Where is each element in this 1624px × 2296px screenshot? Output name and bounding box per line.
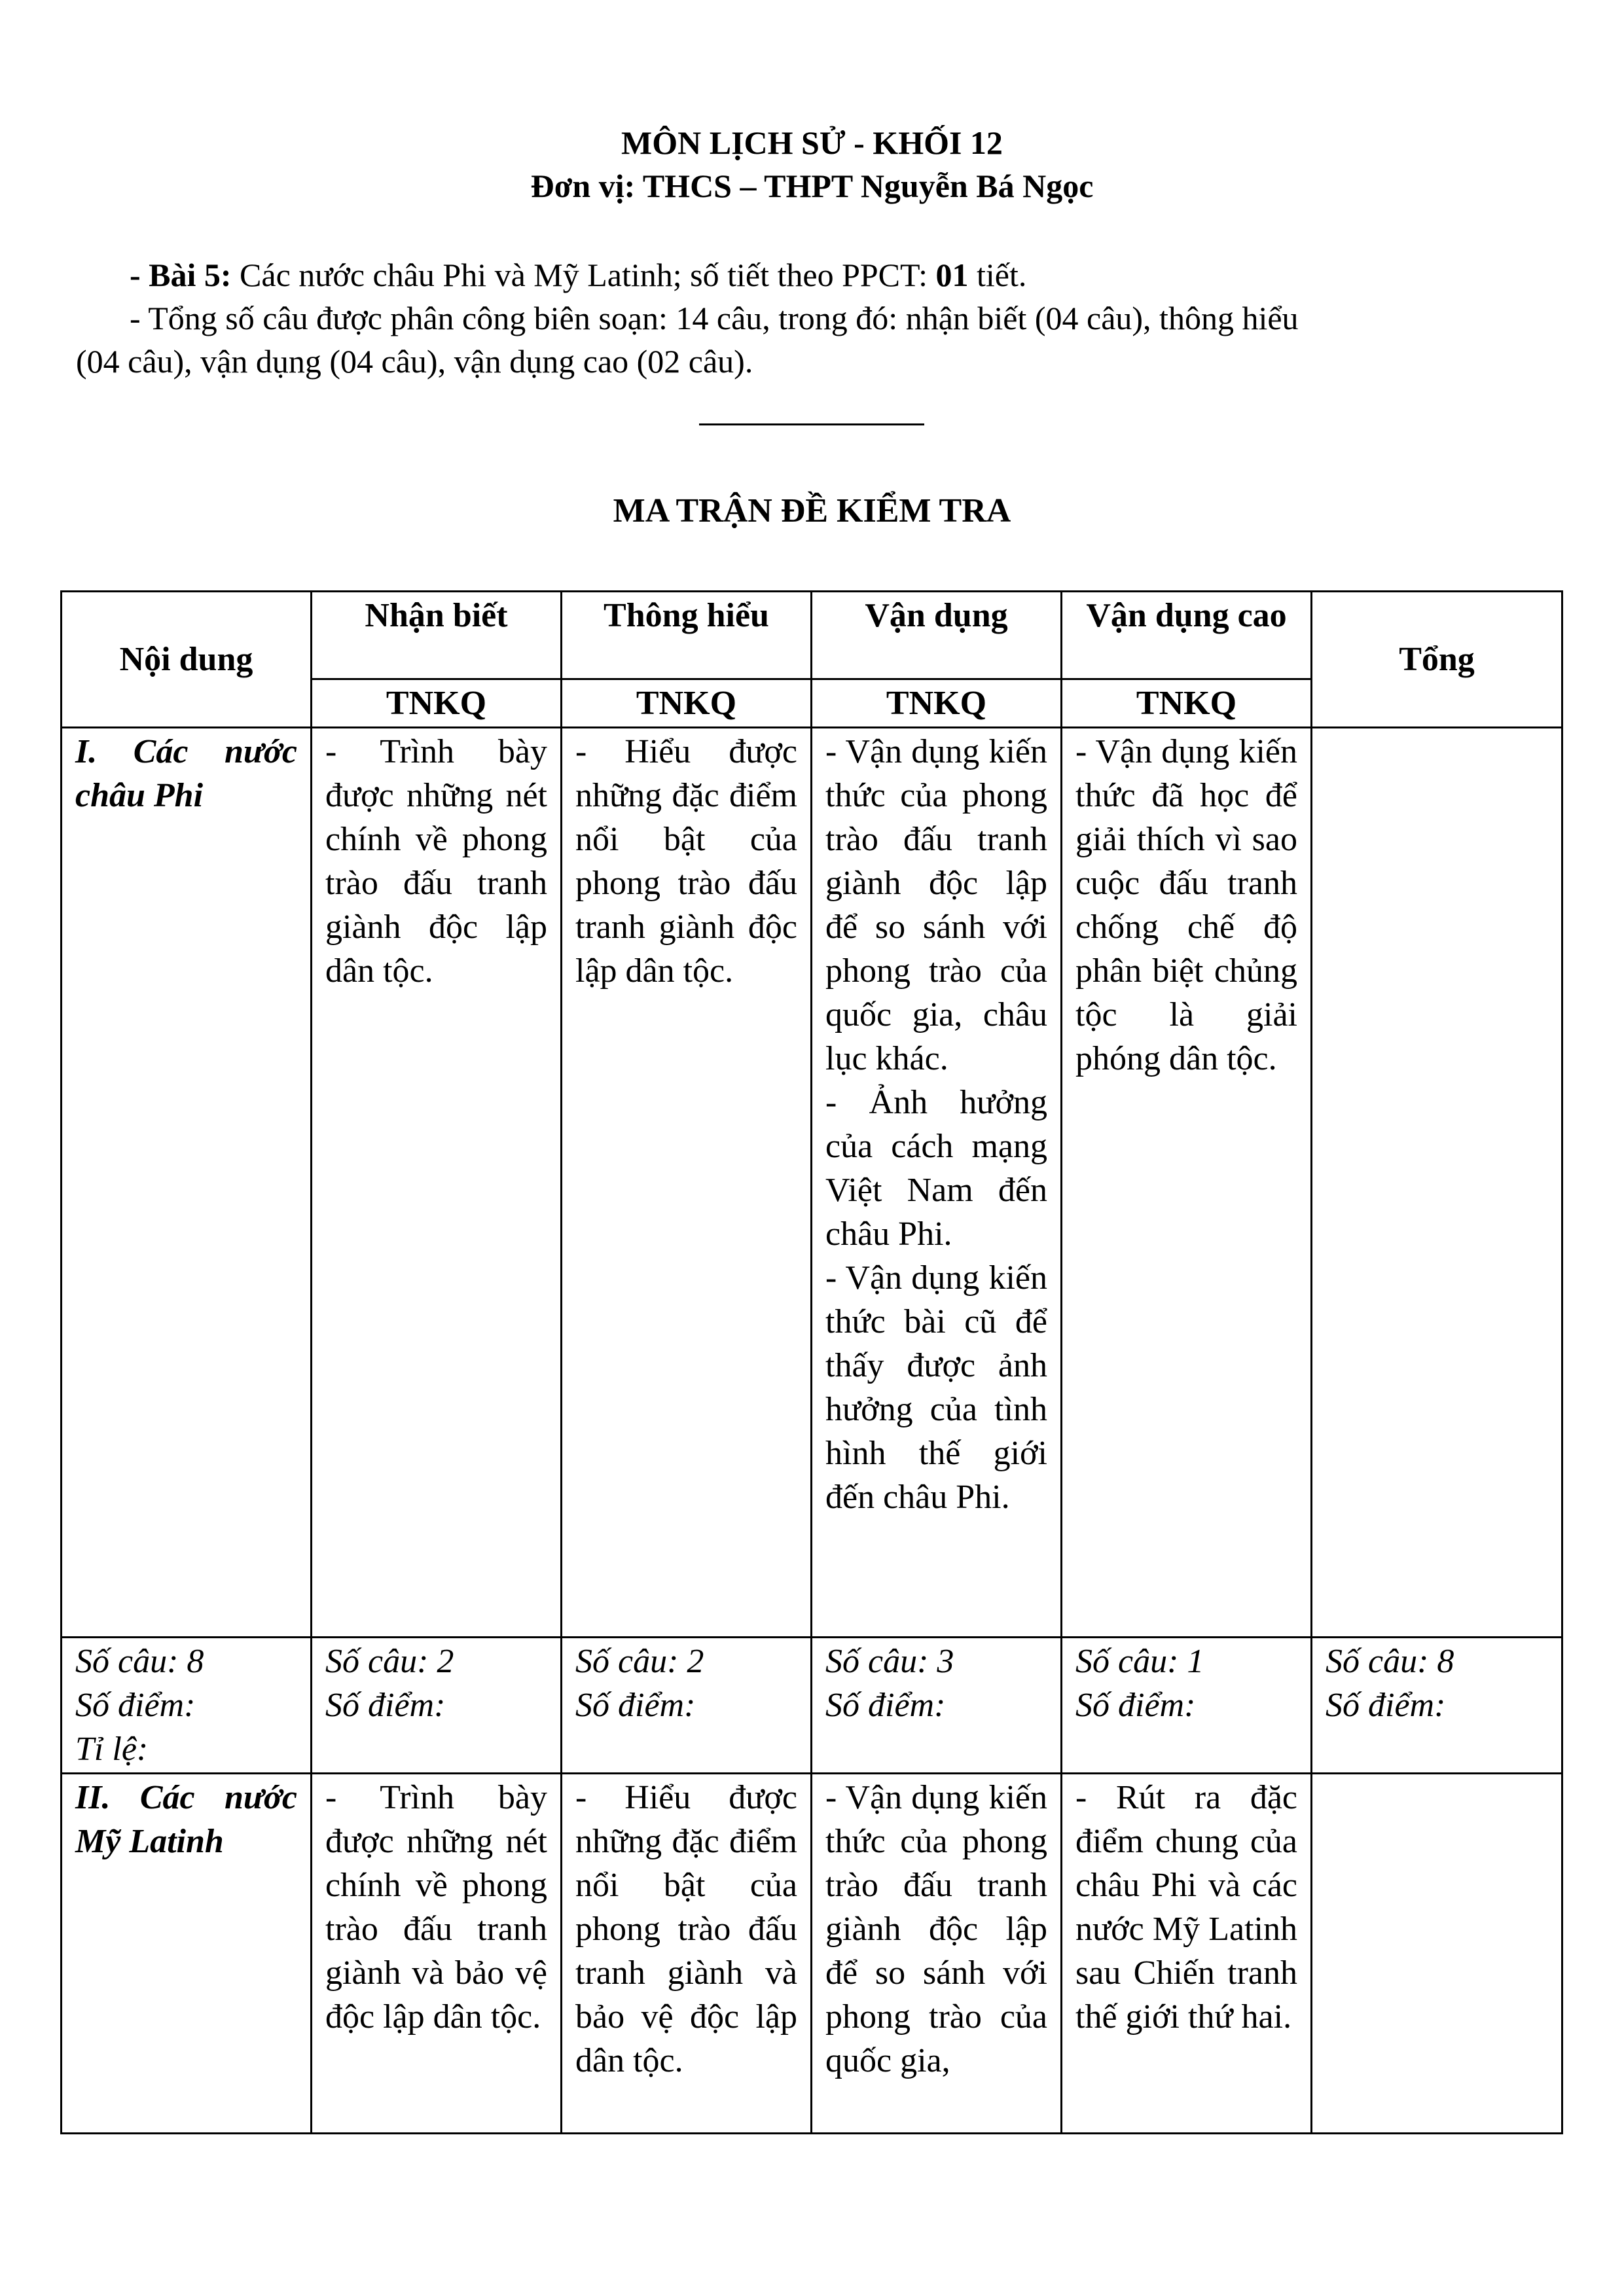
header-understanding: Thông hiểu — [562, 592, 812, 679]
application-item-1: - Vận dụng kiến thức của phong trào đấu tranh giành độc lập để so sánh với phong trào của quốc gia, châu lục khác. — [825, 733, 1047, 1077]
summary-score: Số điểm: — [75, 1687, 196, 1724]
summary-score: Số điểm: — [1326, 1687, 1446, 1724]
header-advanced: Vận dụng cao — [1062, 592, 1312, 679]
summary-score: Số điểm: — [1075, 1687, 1196, 1724]
summary-application-cell — [812, 1638, 1062, 1774]
summary-score: Số điểm: — [825, 1687, 946, 1724]
test-matrix-table — [60, 590, 1563, 2134]
separator-rule — [699, 423, 924, 425]
matrix-title: MA TRẬN ĐỀ KIỂM TRA — [613, 492, 1011, 529]
advanced-cell: - Rút ra đặc điểm chung của châu Phi và các nước Mỹ Latinh sau Chiến tranh thế giới thứ hai. — [1062, 1774, 1312, 2134]
topic-cell: I. Các nước châu Phi — [62, 728, 312, 1638]
questions-line-1: - Tổng số câu được phân công biên soạn: 14 câu, trong đó: nhận biết (04 câu), thông hiểu — [130, 300, 1299, 336]
header-tnkq-1: TNKQ — [312, 679, 562, 728]
application-cell — [812, 728, 1062, 1638]
summary-count: Số câu: 3 — [825, 1643, 954, 1680]
header-content: Nội dung — [62, 592, 312, 728]
lesson-line — [130, 254, 1026, 296]
header-total: Tổng — [1312, 592, 1562, 728]
understanding-cell: - Hiểu được những đặc điểm nổi bật của phong trào đấu tranh giành độc lập dân tộc. — [562, 728, 812, 1638]
topic-cell: II. Các nước Mỹ Latinh — [62, 1774, 312, 2134]
summary-count: Số câu: 8 — [75, 1643, 204, 1680]
summary-topic-cell — [62, 1638, 312, 1774]
total-cell — [1312, 1774, 1562, 2134]
summary-advanced-cell — [1062, 1638, 1312, 1774]
table-row — [62, 1774, 1562, 2134]
lesson-text: Các nước châu Phi và Mỹ Latinh; số tiết theo PPCT: — [231, 257, 936, 293]
header-row — [62, 592, 1562, 679]
understanding-cell: - Hiểu được những đặc điểm nổi bật của phong trào đấu tranh giành và bảo vệ độc lập dân tộc. — [562, 1774, 812, 2134]
recognition-cell: - Trình bày được những nét chính về phong trào đấu tranh giành độc lập dân tộc. — [312, 728, 562, 1638]
header-tnkq-3: TNKQ — [812, 679, 1062, 728]
summary-row — [62, 1638, 1562, 1774]
total-cell — [1312, 728, 1562, 1638]
summary-recognition-cell — [312, 1638, 562, 1774]
lesson-tail: tiết. — [968, 257, 1027, 293]
summary-score: Số điểm: — [325, 1687, 446, 1724]
summary-score: Số điểm: — [575, 1687, 696, 1724]
application-item-2: - Ảnh hưởng của cách mạng Việt Nam đến châu Phi. — [825, 1084, 1047, 1253]
advanced-cell: - Vận dụng kiến thức đã học để giải thích vì sao cuộc đấu tranh chống chế độ phân biệt chủng tộc là giải phóng dân tộc. — [1062, 728, 1312, 1638]
recognition-cell: - Trình bày được những nét chính về phong trào đấu tranh giành và bảo vệ độc lập dân tộc. — [312, 1774, 562, 2134]
summary-ratio: Tỉ lệ: — [75, 1731, 149, 1768]
header-recognition: Nhận biết — [312, 592, 562, 679]
summary-understanding-cell — [562, 1638, 812, 1774]
header-tnkq-2: TNKQ — [562, 679, 812, 728]
summary-count: Số câu: 2 — [575, 1643, 704, 1680]
application-item-3: - Vận dụng kiến thức bài cũ để thấy được ảnh hưởng của tình hình thế giới đến châu Phi. — [825, 1259, 1047, 1516]
lesson-periods: 01 — [935, 257, 969, 293]
subject-title: MÔN LỊCH SỬ - KHỐI 12 — [621, 124, 1003, 161]
summary-count: Số câu: 1 — [1075, 1643, 1204, 1680]
unit-title: Đơn vị: THCS – THPT Nguyễn Bá Ngọc — [530, 168, 1094, 204]
table-row — [62, 728, 1562, 1638]
header-application: Vận dụng — [812, 592, 1062, 679]
lesson-label: - Bài 5: — [130, 257, 232, 293]
questions-line-2: (04 câu), vận dụng (04 câu), vận dụng cao (02 câu). — [76, 343, 753, 380]
summary-total-cell — [1312, 1638, 1562, 1774]
summary-count: Số câu: 8 — [1326, 1643, 1454, 1680]
summary-count: Số câu: 2 — [325, 1643, 454, 1680]
header-tnkq-4: TNKQ — [1062, 679, 1312, 728]
application-cell: - Vận dụng kiến thức của phong trào đấu tranh giành độc lập để so sánh với phong trào của quốc gia, — [812, 1774, 1062, 2134]
